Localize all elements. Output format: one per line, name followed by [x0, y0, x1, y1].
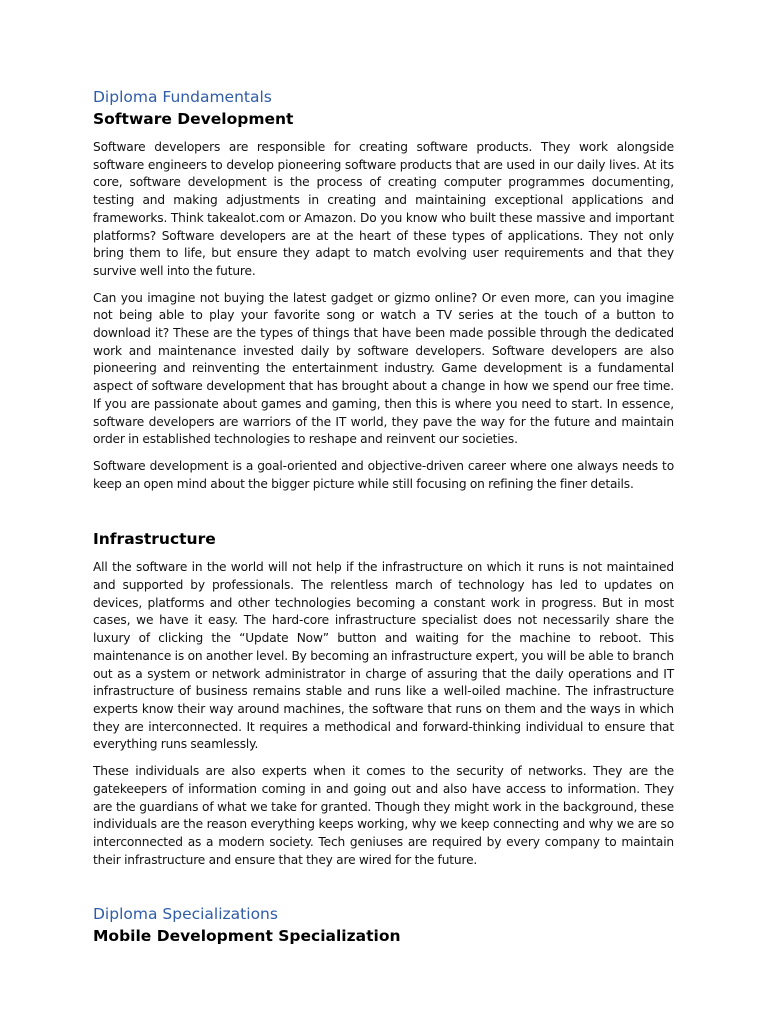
section-heading-fundamentals: Diploma Fundamentals	[93, 88, 272, 106]
subheading-mobile-development: Mobile Development Specialization	[93, 927, 401, 946]
section-heading-specializations: Diploma Specializations	[93, 905, 278, 924]
paragraph-software-3: Software development is a goal-oriented and objective-driven career where one always needs to keep an open mind about the bigger picture while still focusing on refining the finer details.	[93, 458, 674, 491]
subheading-infrastructure: Infrastructure	[93, 530, 216, 549]
subheading-software-development: Software Development	[93, 110, 294, 128]
paragraph-software-1: Software developers are responsible for creating software products. They work alongside software engineers to develop pioneering software products that are used in our daily lives. At its core, software development is the process of creating computer programmes documenting, testing and making adjustments in creating and maintaining exceptional applications and frameworks. Think takealot.com or Amazon. Do you know who built these massive and important platforms? Software developers are at the heart of these types of applications. They not only bring them to life, but ensure they adapt to match evolving user requirements and that they survive well into the future.	[93, 140, 674, 278]
document-page	[93, 86, 674, 947]
paragraph-infrastructure-1: All the software in the world will not help if the infrastructure on which it runs is not maintained and supported by professionals. The relentless march of technology has led to updates on devices, platforms and other technologies becoming a constant work in progress. But in most cases, we have it easy. The hard-core infrastructure specialist does not necessarily share the luxury of clicking the “Update Now” button and waiting for the machine to reboot. This maintenance is on another level. By becoming an infrastructure expert, you will be able to branch out as a system or network administrator in charge of assuring that the daily operations and IT infrastructure of business remains stable and runs like a well-oiled machine. The infrastructure experts know their way around machines, the software that runs on them and the ways in which they are interconnected. It requires a methodical and forward-thinking individual to ensure that everything runs seamlessly.	[93, 560, 674, 752]
paragraph-software-2: Can you imagine not buying the latest gadget or gizmo online? Or even more, can you imagine not being able to play your favorite song or watch a TV series at the touch of a button to download it? These are the types of things that have been made possible through the dedicated work and maintenance invested daily by software developers. Software developers are also pioneering and reinventing the entertainment industry. Game development is a fundamental aspect of software development that has brought about a change in how we spend our free time. If you are passionate about games and gaming, then this is where you need to start. In essence, software developers are warriors of the IT world, they pave the way for the future and maintain order in established technologies to reshape and reinvent our societies.	[93, 290, 674, 447]
paragraph-infrastructure-2: These individuals are also experts when it comes to the security of networks. They are the gatekeepers of information coming in and going out and also have access to information. They are the guardians of what we take for granted. Though they might work in the background, these individuals are the reason everything keeps working, why we keep connecting and why we are so interconnected as a modern society. Tech geniuses are required by every company to maintain their infrastructure and ensure that they are wired for the future.	[93, 764, 674, 867]
